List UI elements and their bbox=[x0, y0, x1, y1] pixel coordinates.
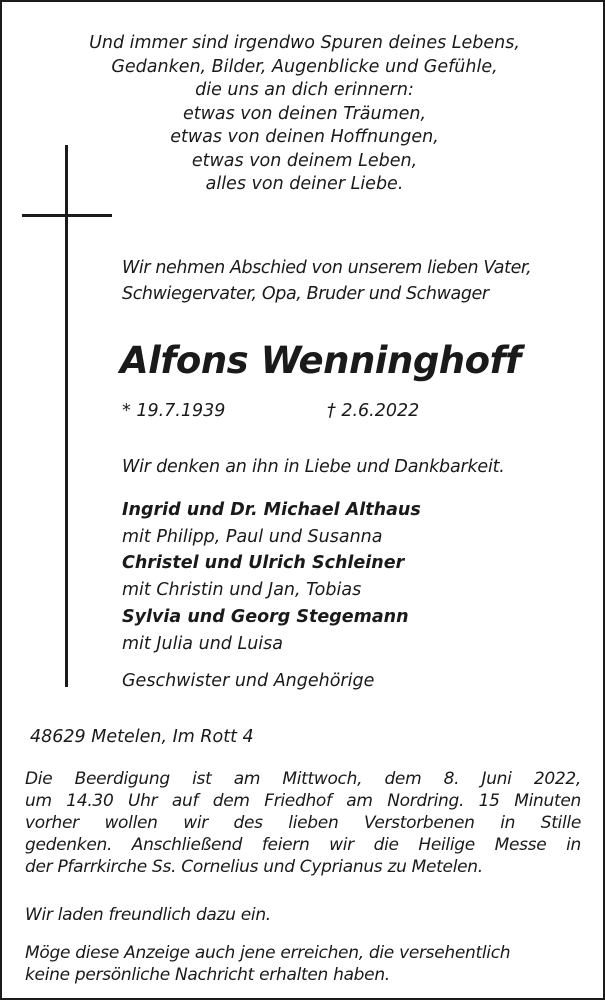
invitation-line: Wir laden freundlich dazu ein. bbox=[25, 905, 271, 925]
poem-line: etwas von deinem Leben, bbox=[191, 150, 418, 171]
funeral-line: vorher wollen wir des lieben Verstorbenen in Stille bbox=[25, 813, 581, 833]
notice-text bbox=[25, 942, 585, 986]
birth-date: * 19.7.1939 bbox=[122, 401, 226, 421]
funeral-line: Die Beerdigung ist am Mittwoch, dem 8. Juni 2022, bbox=[25, 769, 581, 789]
family-members: mit Philipp, Paul und Susanna bbox=[122, 526, 383, 547]
funeral-details bbox=[25, 768, 581, 878]
poem-line: etwas von deinen Träumen, bbox=[182, 103, 427, 124]
family-names: Sylvia und Georg Stegemann bbox=[122, 606, 409, 627]
poem bbox=[2, 32, 605, 197]
family-members: mit Christin und Jan, Tobias bbox=[122, 580, 362, 601]
closing-line: Geschwister und Angehörige bbox=[122, 671, 375, 691]
notice-line: keine persönliche Nachricht erhalten haben. bbox=[25, 965, 390, 985]
poem-line: die uns an dich erinnern: bbox=[195, 80, 414, 100]
poem-line: alles von deiner Liebe. bbox=[205, 174, 404, 194]
poem-line: Und immer sind irgendwo Spuren deines Lebens, bbox=[89, 33, 520, 53]
family-names: Christel und Ulrich Schleiner bbox=[122, 553, 405, 574]
intro-text bbox=[122, 255, 592, 307]
poem-line: etwas von deinen Hoffnungen, bbox=[170, 127, 439, 147]
poem-line: Gedanken, Bilder, Augenblicke und Gefühle, bbox=[111, 56, 498, 77]
family-names: Ingrid und Dr. Michael Althaus bbox=[122, 500, 421, 520]
address: 48629 Metelen, Im Rott 4 bbox=[30, 727, 254, 747]
remembrance-line: Wir denken an ihn in Liebe und Dankbarkeit. bbox=[122, 457, 505, 477]
funeral-line: um 14.30 Uhr auf dem Friedhof am Nordring. 15 Minuten bbox=[25, 791, 581, 811]
cross-icon-bar bbox=[22, 214, 112, 217]
intro-line: Schwiegervater, Opa, Bruder und Schwager bbox=[122, 284, 489, 304]
death-date: † 2.6.2022 bbox=[327, 401, 420, 421]
family-members: mit Julia und Luisa bbox=[122, 633, 283, 654]
deceased-name: Alfons Wenninghoff bbox=[120, 339, 521, 382]
intro-line: Wir nehmen Abschied von unserem lieben Vater, bbox=[122, 258, 532, 278]
funeral-line: der Pfarrkirche Ss. Cornelius und Cyprianus zu Metelen. bbox=[25, 857, 483, 877]
notice-line: Möge diese Anzeige auch jene erreichen, die versehentlich bbox=[25, 943, 511, 963]
funeral-line: gedenken. Anschließend feiern wir die Heilige Messe in bbox=[25, 835, 581, 855]
mourners-list bbox=[122, 497, 421, 657]
cross-icon bbox=[65, 145, 68, 687]
